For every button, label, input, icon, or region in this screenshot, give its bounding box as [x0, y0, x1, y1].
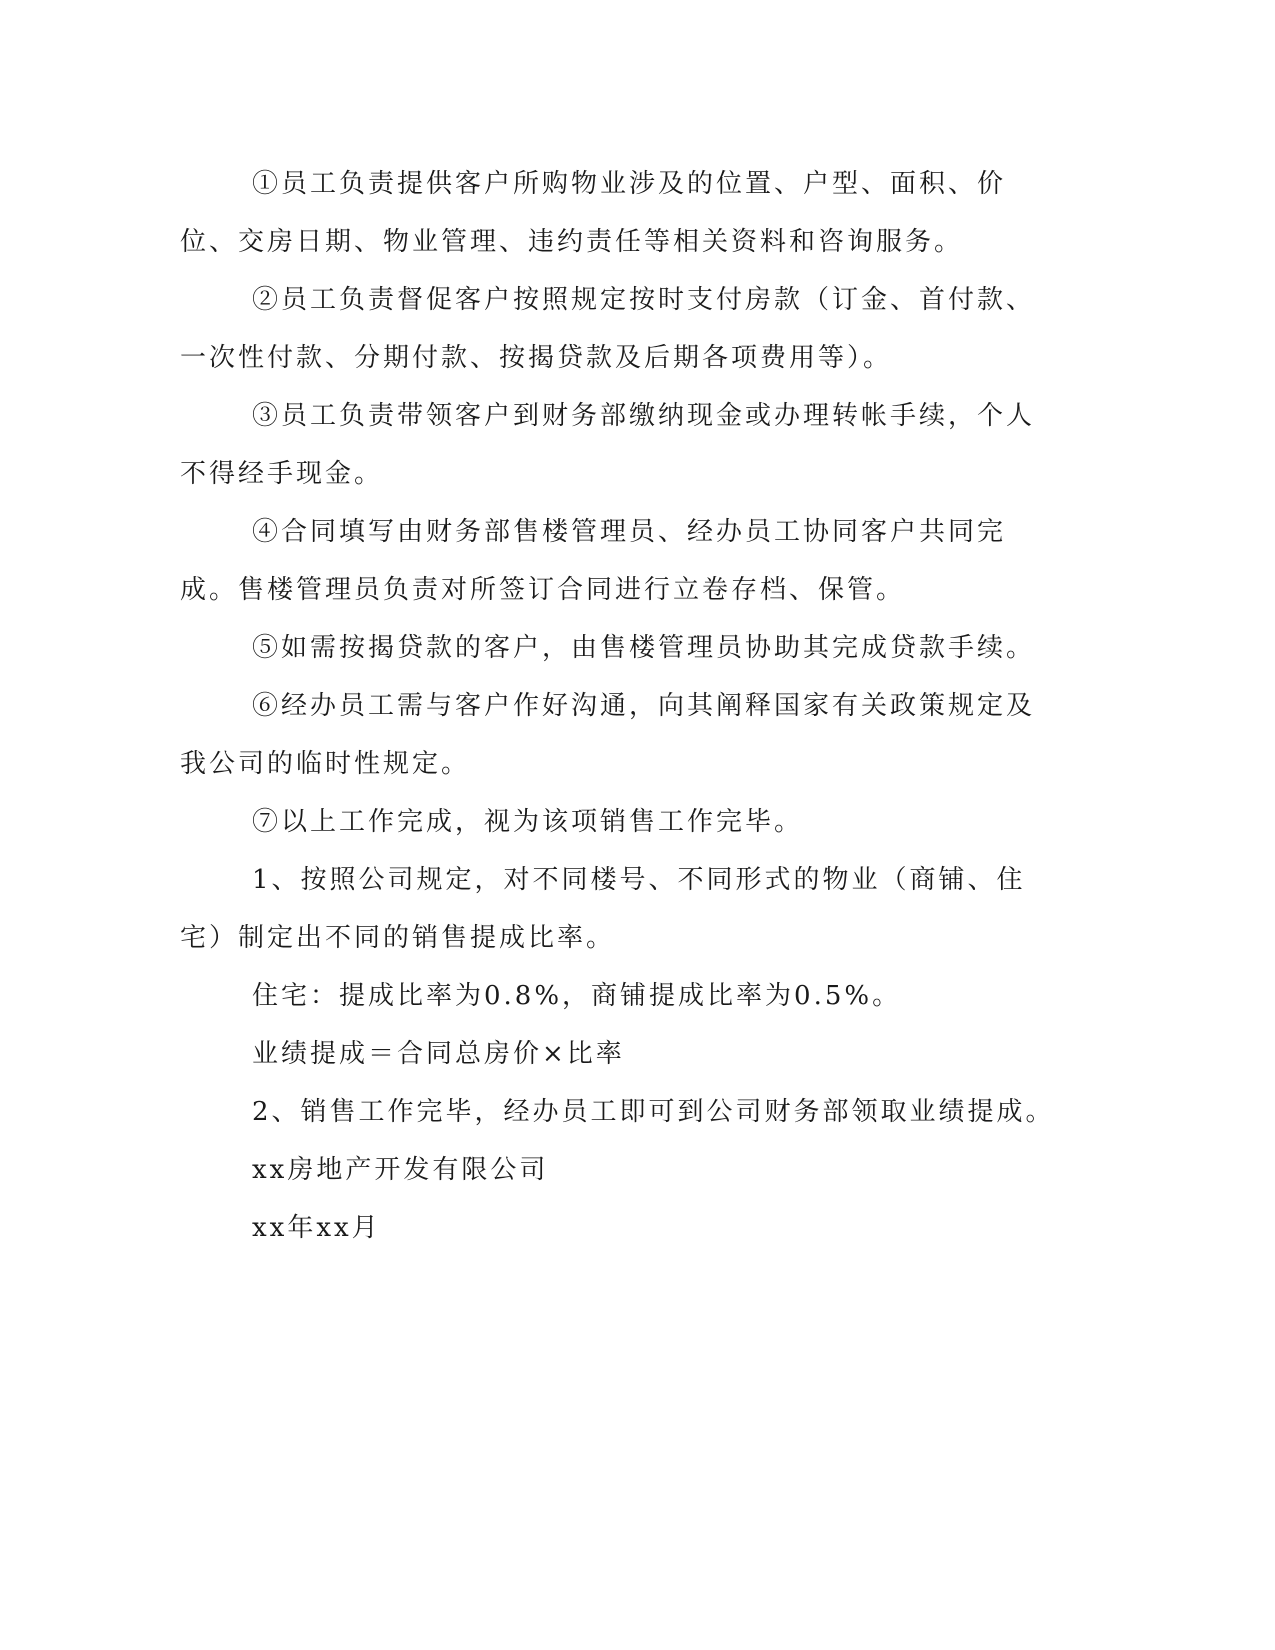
document-date: xx年xx月 — [252, 1213, 381, 1243]
paragraph-item-6: ⑥经办员工需与客户作好沟通，向其阐释国家有关政策规定及我公司的临时性规定。 — [180, 691, 1036, 779]
paragraph-commission-rates: 住宅：提成比率为0.8%，商铺提成比率为0.5%。 — [252, 981, 902, 1011]
paragraph-item-3: ③员工负责带领客户到财务部缴纳现金或办理转帐手续，个人不得经手现金。 — [180, 401, 1036, 489]
paragraph-rule-1: 1、按照公司规定，对不同楼号、不同形式的物业（商铺、住宅）制定出不同的销售提成比率。 — [180, 865, 1026, 953]
document-body — [180, 155, 1060, 1257]
paragraph-item-4: ④合同填写由财务部售楼管理员、经办员工协同客户共同完成。售楼管理员负责对所签订合同进行立卷存档、保管。 — [180, 517, 1007, 605]
company-signature: xx房地产开发有限公司 — [252, 1155, 549, 1185]
paragraph-item-2: ②员工负责督促客户按照规定按时支付房款（订金、首付款、一次性付款、分期付款、按揭贷款及后期各项费用等）。 — [180, 285, 1036, 373]
paragraph-item-1: ①员工负责提供客户所购物业涉及的位置、户型、面积、价位、交房日期、物业管理、违约责任等相关资料和咨询服务。 — [180, 169, 1007, 257]
paragraph-commission-formula: 业绩提成＝合同总房价×比率 — [252, 1039, 625, 1069]
paragraph-item-7: ⑦以上工作完成，视为该项销售工作完毕。 — [252, 807, 804, 837]
paragraph-rule-2: 2、销售工作完毕，经办员工即可到公司财务部领取业绩提成。 — [252, 1097, 1055, 1127]
paragraph-item-5: ⑤如需按揭贷款的客户，由售楼管理员协助其完成贷款手续。 — [252, 633, 1036, 663]
